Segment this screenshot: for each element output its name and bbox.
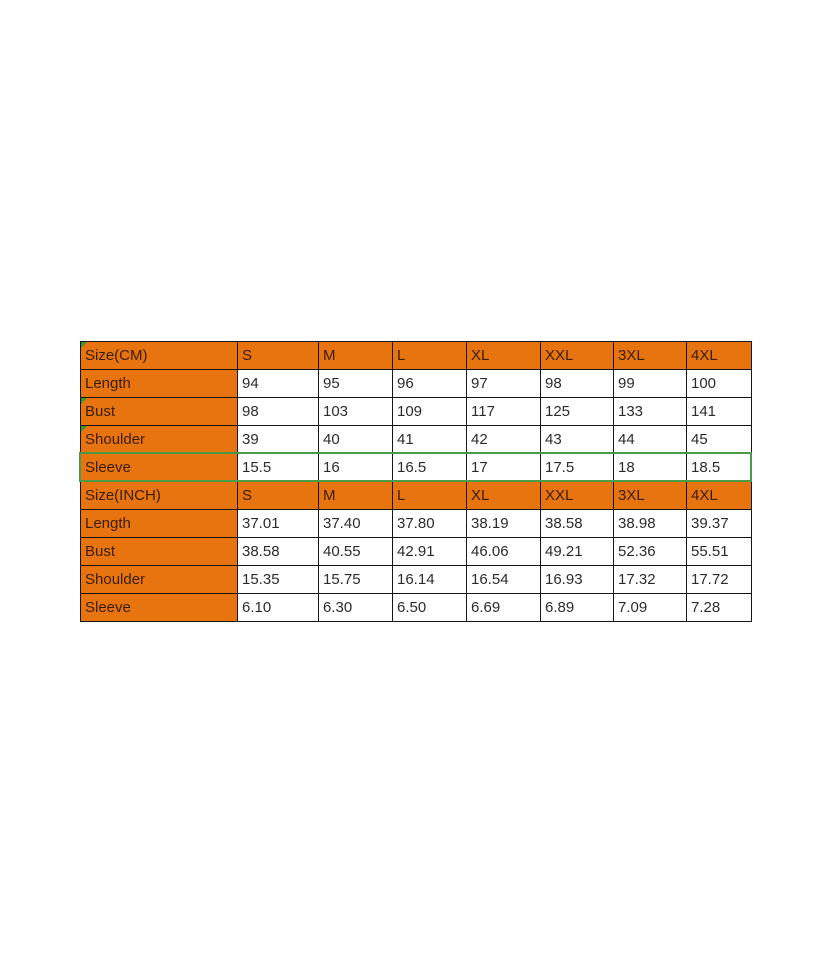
value-cell: 18: [614, 454, 687, 482]
row-label-cell: Bust: [81, 398, 238, 426]
size-header-cell: 3XL: [614, 482, 687, 510]
value-cell: 40: [319, 426, 393, 454]
value-cell: 42: [467, 426, 541, 454]
value-cell: 6.30: [319, 594, 393, 622]
size-header-cell: M: [319, 482, 393, 510]
value-cell: 17.32: [614, 566, 687, 594]
size-header-cell: L: [393, 342, 467, 370]
table-header-row: [81, 342, 752, 370]
value-cell: 17: [467, 454, 541, 482]
size-header-cell: S: [238, 342, 319, 370]
value-cell: 16.93: [541, 566, 614, 594]
value-cell: 95: [319, 370, 393, 398]
value-cell: 15.5: [238, 454, 319, 482]
value-cell: 49.21: [541, 538, 614, 566]
section-title-cell: Size(CM): [81, 342, 238, 370]
value-cell: 44: [614, 426, 687, 454]
value-cell: 37.01: [238, 510, 319, 538]
row-label-cell: Length: [81, 510, 238, 538]
table-row: [81, 398, 752, 426]
value-cell: 6.69: [467, 594, 541, 622]
value-cell: 125: [541, 398, 614, 426]
value-cell: 17.72: [687, 566, 752, 594]
value-cell: 103: [319, 398, 393, 426]
value-cell: 141: [687, 398, 752, 426]
row-label-cell: Sleeve: [81, 594, 238, 622]
row-label-cell: Shoulder: [81, 566, 238, 594]
table-row: [81, 370, 752, 398]
table-row: [81, 510, 752, 538]
row-label-cell: Sleeve: [81, 454, 238, 482]
value-cell: 109: [393, 398, 467, 426]
table-row: [81, 594, 752, 622]
size-header-cell: L: [393, 482, 467, 510]
value-cell: 98: [541, 370, 614, 398]
value-cell: 18.5: [687, 454, 752, 482]
table-row: [81, 426, 752, 454]
size-header-cell: S: [238, 482, 319, 510]
value-cell: 41: [393, 426, 467, 454]
value-cell: 40.55: [319, 538, 393, 566]
value-cell: 15.35: [238, 566, 319, 594]
size-header-cell: XXL: [541, 342, 614, 370]
row-label-cell: Shoulder: [81, 426, 238, 454]
value-cell: 16.5: [393, 454, 467, 482]
table-row: [81, 454, 752, 482]
value-cell: 37.40: [319, 510, 393, 538]
size-header-cell: 4XL: [687, 342, 752, 370]
value-cell: 6.89: [541, 594, 614, 622]
value-cell: 117: [467, 398, 541, 426]
size-chart-table: [80, 341, 752, 622]
table-header-row: [81, 482, 752, 510]
value-cell: 97: [467, 370, 541, 398]
value-cell: 38.58: [238, 538, 319, 566]
value-cell: 100: [687, 370, 752, 398]
size-header-cell: M: [319, 342, 393, 370]
value-cell: 42.91: [393, 538, 467, 566]
value-cell: 98: [238, 398, 319, 426]
size-header-cell: XXL: [541, 482, 614, 510]
value-cell: 16.14: [393, 566, 467, 594]
value-cell: 96: [393, 370, 467, 398]
size-header-cell: 4XL: [687, 482, 752, 510]
size-chart: [80, 341, 752, 622]
value-cell: 37.80: [393, 510, 467, 538]
value-cell: 38.98: [614, 510, 687, 538]
size-header-cell: 3XL: [614, 342, 687, 370]
value-cell: 38.58: [541, 510, 614, 538]
value-cell: 99: [614, 370, 687, 398]
value-cell: 46.06: [467, 538, 541, 566]
value-cell: 6.10: [238, 594, 319, 622]
value-cell: 7.09: [614, 594, 687, 622]
error-indicator-icon: [81, 342, 87, 348]
value-cell: 43: [541, 426, 614, 454]
value-cell: 55.51: [687, 538, 752, 566]
error-indicator-icon: [81, 398, 87, 404]
table-row: [81, 566, 752, 594]
value-cell: 45: [687, 426, 752, 454]
size-header-cell: XL: [467, 482, 541, 510]
value-cell: 39.37: [687, 510, 752, 538]
value-cell: 15.75: [319, 566, 393, 594]
value-cell: 17.5: [541, 454, 614, 482]
value-cell: 94: [238, 370, 319, 398]
error-indicator-icon: [81, 426, 87, 432]
value-cell: 39: [238, 426, 319, 454]
row-label-cell: Length: [81, 370, 238, 398]
row-label-cell: Bust: [81, 538, 238, 566]
value-cell: 52.36: [614, 538, 687, 566]
size-header-cell: XL: [467, 342, 541, 370]
section-title-cell: Size(INCH): [81, 482, 238, 510]
value-cell: 133: [614, 398, 687, 426]
table-row: [81, 538, 752, 566]
value-cell: 6.50: [393, 594, 467, 622]
value-cell: 7.28: [687, 594, 752, 622]
value-cell: 16.54: [467, 566, 541, 594]
value-cell: 16: [319, 454, 393, 482]
value-cell: 38.19: [467, 510, 541, 538]
